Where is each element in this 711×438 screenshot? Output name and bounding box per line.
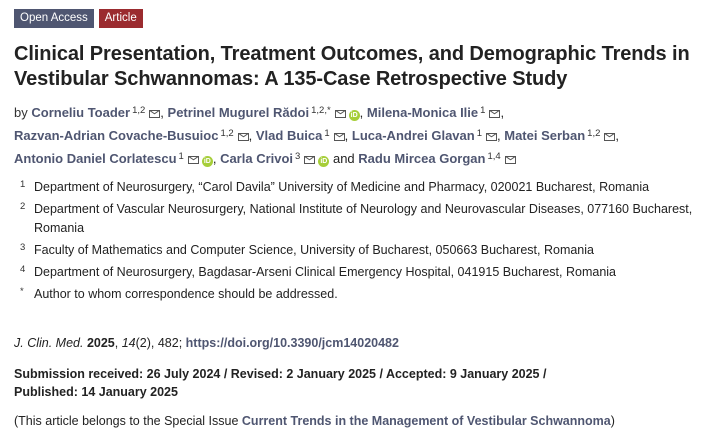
author-affil-sup: 1,2,* xyxy=(311,105,331,116)
email-icon[interactable] xyxy=(505,156,516,164)
affiliation-item xyxy=(20,178,700,197)
badge-row xyxy=(14,9,143,28)
citation-volume: 14 xyxy=(121,336,136,350)
orcid-icon[interactable]: iD xyxy=(203,158,211,165)
author-link[interactable]: Antonio Daniel Corlatescu xyxy=(14,151,177,166)
open-access-badge[interactable]: Open Access xyxy=(14,9,94,28)
citation-issue-pages: (2), 482; xyxy=(135,336,183,350)
email-icon[interactable] xyxy=(334,133,345,141)
special-issue-note xyxy=(14,413,704,430)
affiliation-item xyxy=(20,241,700,260)
journal-abbrev: J. Clin. Med. xyxy=(14,336,84,350)
email-icon[interactable] xyxy=(335,110,346,118)
article-type-badge: Article xyxy=(99,9,143,28)
affiliation-text: Faculty of Mathematics and Computer Science, University of Bucharest, 050663 Bucharest, Romania xyxy=(34,243,594,257)
authors-prefix: by xyxy=(14,105,28,120)
special-issue-suffix: ) xyxy=(610,414,615,428)
email-icon[interactable] xyxy=(188,156,199,164)
email-icon[interactable] xyxy=(304,156,315,164)
author-affil-sup: 1 xyxy=(476,128,482,139)
author-link[interactable]: Radu Mircea Gorgan xyxy=(358,151,486,166)
author-affil-sup: 1 xyxy=(480,105,486,116)
author-affil-sup: 3 xyxy=(295,151,301,162)
publication-dates xyxy=(14,365,614,401)
citation-line: J. Clin. Med. 2025, 14(2), 482; https://doi.org/10.3390/jcm14020482 xyxy=(14,336,399,350)
citation-year: 2025 xyxy=(86,336,115,350)
dates-line-2: Published: 14 January 2025 xyxy=(14,385,178,399)
affiliation-text: Author to whom correspondence should be addressed. xyxy=(34,287,338,301)
article-title: Clinical Presentation, Treatment Outcomes, and Demographic Trends in Vestibular Schwannomas: A 135-Case Retrospective Study xyxy=(14,43,690,90)
author-link[interactable]: Vlad Buica xyxy=(255,128,323,143)
affiliation-number: 1 xyxy=(20,179,26,190)
affiliation-number: 4 xyxy=(20,264,26,275)
dates-line-1: Submission received: 26 July 2024 / Revised: 2 January 2025 / Accepted: 9 January 2025 / xyxy=(14,367,547,381)
author-list: by Corneliu Toader $^{1,2}$ , Petrinel Mugurel Rădoi $^{1,2,*}$ iD , Milena-Monica Ilie $^1$ , Razvan-Adrian Covache-Busuioc $^{1,2}$ , Vlad Buica $^1$ , Luca-Andrei Glavan $^1$ , Matei Serban $^{1,2}$ , Antonio Daniel Corlatescu $^1$ iD , Carla Crivoi $^3$ iD and Radu Mircea Gorgan $^{1,4}$ xyxy=(14,105,619,166)
affiliation-item xyxy=(20,200,700,238)
affiliation-number: 3 xyxy=(20,242,26,253)
author-link[interactable]: Petrinel Mugurel Rădoi xyxy=(167,105,310,120)
author-affil-sup: 1,4 xyxy=(487,151,501,162)
email-icon[interactable] xyxy=(238,133,249,141)
orcid-icon[interactable]: iD xyxy=(350,112,358,119)
affiliation-number: * xyxy=(20,286,24,297)
doi-link[interactable]: https://doi.org/10.3390/jcm14020482 xyxy=(185,336,399,350)
and-word: and xyxy=(332,151,355,166)
author-affil-sup: 1 xyxy=(324,128,330,139)
author-affil-sup: 1,2 xyxy=(220,128,234,139)
affiliation-list xyxy=(20,178,700,307)
author-affil-sup: 1,2 xyxy=(132,105,146,116)
email-icon[interactable] xyxy=(486,133,497,141)
author-link[interactable]: Matei Serban xyxy=(504,128,586,143)
affiliation-item xyxy=(20,263,700,282)
author-link[interactable]: Milena-Monica Ilie xyxy=(366,105,479,120)
special-issue-link[interactable]: Current Trends in the Management of Vestibular Schwannoma xyxy=(241,414,611,428)
affiliation-item xyxy=(20,285,700,304)
author-affil-sup: 1,2 xyxy=(587,128,601,139)
author-affil-sup: 1 xyxy=(178,151,184,162)
email-icon[interactable] xyxy=(489,110,500,118)
affiliation-text: Department of Vascular Neurosurgery, National Institute of Neurology and Neurovascular Diseases, 077160 Bucharest, Romania xyxy=(34,202,693,235)
author-link[interactable]: Luca-Andrei Glavan xyxy=(351,128,475,143)
email-icon[interactable] xyxy=(149,110,160,118)
special-issue-prefix: (This article belongs to the Special Issue xyxy=(14,414,239,428)
affiliation-text: Department of Neurosurgery, “Carol Davila” University of Medicine and Pharmacy, 020021 Bucharest, Romania xyxy=(34,180,650,194)
author-link[interactable]: Razvan-Adrian Covache-Busuioc xyxy=(14,128,219,143)
author-link[interactable]: Corneliu Toader xyxy=(31,105,131,120)
affiliation-number: 2 xyxy=(20,201,26,212)
orcid-icon[interactable]: iD xyxy=(320,158,328,165)
affiliation-text: Department of Neurosurgery, Bagdasar-Arseni Clinical Emergency Hospital, 041915 Bucharest, Romania xyxy=(34,265,616,279)
email-icon[interactable] xyxy=(604,133,615,141)
author-link[interactable]: Carla Crivoi xyxy=(220,151,294,166)
